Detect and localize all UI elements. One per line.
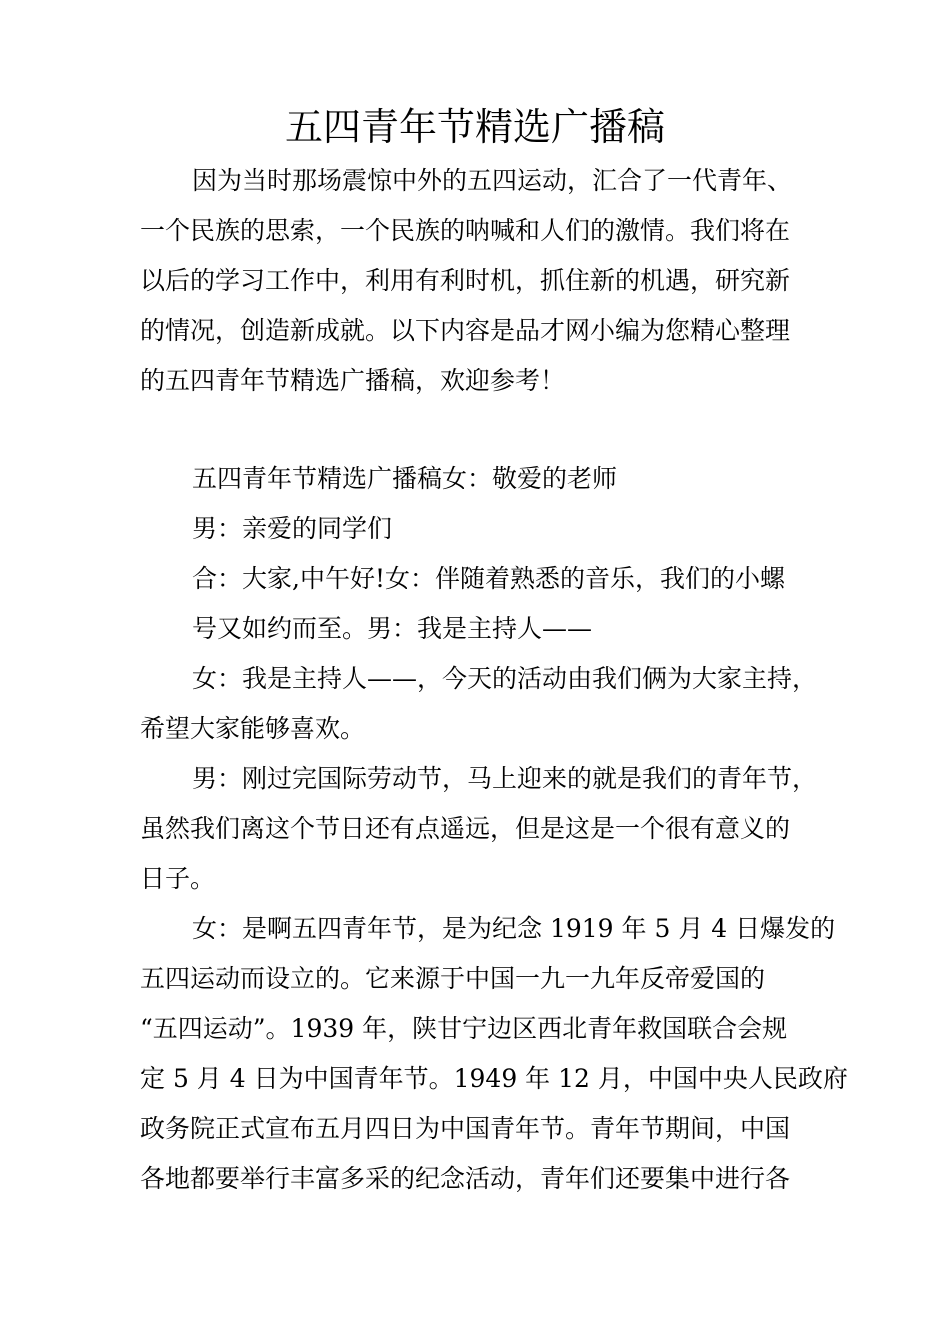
paragraph-line: 定 5 月 4 日为中国青年节。1949 年 12 月，中国中央人民政府 <box>140 1064 848 1093</box>
paragraph-line: 五四青年节精选广播稿女：敬爱的老师 <box>192 464 618 493</box>
paragraph-line: 日子。 <box>140 864 216 893</box>
paragraph-line: 的五四青年节精选广播稿，欢迎参考！ <box>140 366 566 395</box>
paragraph-line: 五四运动而设立的。它来源于中国一九一九年反帝爱国的 <box>140 964 766 993</box>
paragraph-line: 的情况，创造新成就。以下内容是品才网小编为您精心整理 <box>140 316 791 345</box>
paragraph-line: 一个民族的思索，一个民族的呐喊和人们的激情。我们将在 <box>140 216 791 245</box>
paragraph-line: 因为当时那场震惊中外的五四运动，汇合了一代青年、 <box>192 166 793 195</box>
paragraph-line: 女：我是主持人——，今天的活动由我们俩为大家主持， <box>192 664 818 693</box>
paragraph-line: 号又如约而至。男：我是主持人—— <box>192 614 593 643</box>
paragraph-line: 以后的学习工作中，利用有利时机，抓住新的机遇，研究新 <box>140 266 791 295</box>
paragraph-line: “五四运动”。1939 年，陕甘宁边区西北青年救国联合会规 <box>140 1014 788 1043</box>
paragraph-line: 合：大家,中午好!女：伴随着熟悉的音乐，我们的小螺 <box>192 564 785 593</box>
paragraph-line: 政务院正式宣布五月四日为中国青年节。青年节期间，中国 <box>140 1114 791 1143</box>
paragraph-line: 男：亲爱的同学们 <box>192 514 393 543</box>
paragraph-line: 女：是啊五四青年节，是为纪念 1919 年 5 月 4 日爆发的 <box>192 914 836 943</box>
document-title: 五四青年节精选广播稿 <box>284 105 665 149</box>
paragraph-line: 男：刚过完国际劳动节，马上迎来的就是我们的青年节， <box>192 764 818 793</box>
paragraph-line: 虽然我们离这个节日还有点遥远，但是这是一个很有意义的 <box>140 814 791 843</box>
paragraph-line: 希望大家能够喜欢。 <box>140 714 366 743</box>
paragraph-line: 各地都要举行丰富多采的纪念活动，青年们还要集中进行各 <box>140 1164 791 1193</box>
